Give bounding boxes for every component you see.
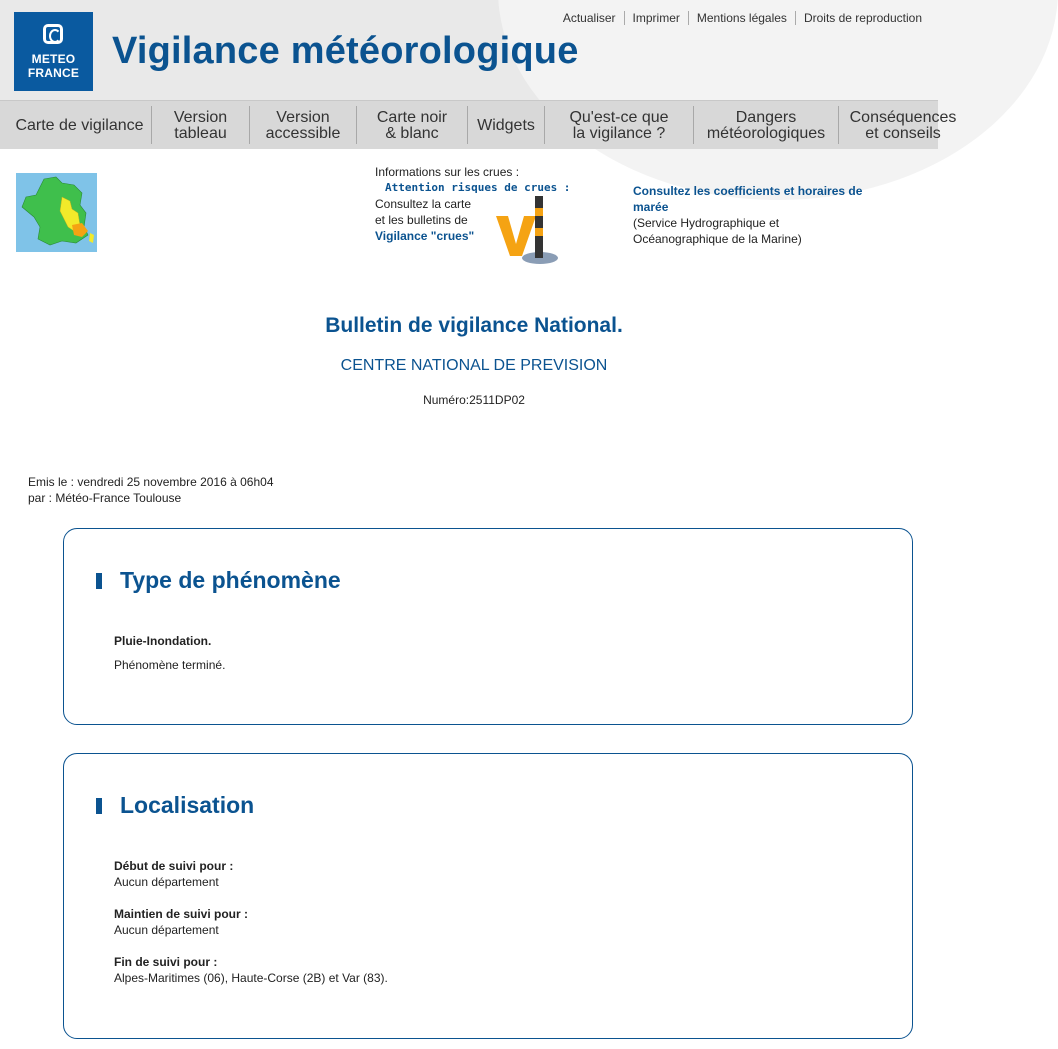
vigilance-crues-link[interactable]: Vigilance "crues" (375, 229, 475, 243)
top-links (555, 11, 930, 25)
maree-link[interactable]: Consultez les coefficients et horaires de marée (633, 184, 863, 214)
site-title: Vigilance météorologique (112, 30, 579, 72)
main-nav (0, 100, 957, 149)
debut-value: Aucun département (114, 875, 219, 889)
nav-consequences-conseils[interactable] (848, 101, 958, 150)
phenomene-status: Phénomène terminé. (114, 658, 226, 672)
phenomene-panel (63, 528, 913, 725)
nav-label: tableau (174, 124, 227, 142)
localisation-panel (63, 753, 913, 1039)
maree-info (633, 183, 883, 247)
bulletin-emission (28, 474, 274, 506)
nav-version-tableau[interactable] (152, 101, 249, 150)
meteo-france-emblem-icon (43, 24, 63, 44)
nav-label: météorologiques (706, 124, 826, 142)
vigicrues-logo-icon[interactable] (494, 194, 564, 268)
nav-label: Version (173, 108, 228, 126)
nav-label: et conseils (865, 124, 941, 142)
nav-label: la vigilance ? (572, 124, 666, 142)
logo-line2: FRANCE (27, 66, 80, 80)
actualiser-link[interactable]: Actualiser (562, 11, 616, 25)
nav-label: Widgets (477, 116, 535, 134)
nav-carte-vigilance[interactable] (8, 101, 151, 150)
fin-label: Fin de suivi pour : (114, 955, 218, 969)
crues-line2: et les bulletins de (375, 213, 468, 227)
nav-label: Conséquences (849, 108, 957, 126)
nav-carte-noir-blanc[interactable] (357, 101, 467, 150)
phenomene-type: Pluie-Inondation. (114, 634, 212, 648)
nav-label: accessible (265, 124, 341, 142)
crues-intro: Informations sur les crues : (375, 165, 520, 179)
phenomene-content (114, 633, 225, 673)
crues-line1: Consultez la carte (375, 197, 472, 211)
maintien-value: Aucun département (114, 923, 219, 937)
phenomene-heading: Type de phénomène (96, 567, 341, 594)
nav-separator (838, 106, 839, 144)
maintien-label: Maintien de suivi pour : (114, 907, 249, 921)
nav-label: Dangers (735, 108, 797, 126)
imprimer-link[interactable]: Imprimer (624, 11, 688, 25)
france-map-icon (16, 173, 97, 252)
emis-par: par : Météo-France Toulouse (28, 491, 182, 505)
mentions-legales-link[interactable]: Mentions légales (688, 11, 795, 25)
nav-label: Carte noir (376, 108, 448, 126)
droits-reproduction-link[interactable]: Droits de reproduction (795, 11, 930, 25)
debut-label: Début de suivi pour : (114, 859, 234, 873)
fin-value: Alpes-Maritimes (06), Haute-Corse (2B) et Var (83). (114, 971, 388, 985)
logo-line1: METEO (31, 52, 76, 66)
nav-label: Qu'est-ce que (569, 108, 669, 126)
nav-label: & blanc (385, 124, 439, 142)
nav-dangers-meteorologiques[interactable] (694, 101, 838, 150)
nav-quest-ce-que-vigilance[interactable] (545, 101, 693, 150)
bulletin-title: Bulletin de vigilance National. (325, 314, 623, 337)
crues-attention: Attention risques de crues : (385, 181, 571, 194)
localisation-heading: Localisation (96, 792, 254, 819)
bulletin-numero: Numéro:2511DP02 (423, 393, 525, 407)
nav-version-accessible[interactable] (250, 101, 356, 150)
localisation-content (114, 858, 388, 986)
maree-source-line2: Océanographique de la Marine) (633, 232, 802, 246)
vigilance-map-thumbnail[interactable] (16, 173, 97, 252)
bulletin-centre: CENTRE NATIONAL DE PREVISION (340, 357, 608, 374)
nav-widgets[interactable] (468, 101, 544, 150)
meteo-france-logo[interactable] (14, 12, 93, 91)
nav-label: Carte de vigilance (15, 116, 144, 134)
emis-date: Emis le : vendredi 25 novembre 2016 à 06h04 (28, 475, 274, 489)
nav-label: Version (276, 108, 330, 126)
header (0, 0, 938, 100)
maree-source-line1: (Service Hydrographique et (633, 216, 780, 230)
